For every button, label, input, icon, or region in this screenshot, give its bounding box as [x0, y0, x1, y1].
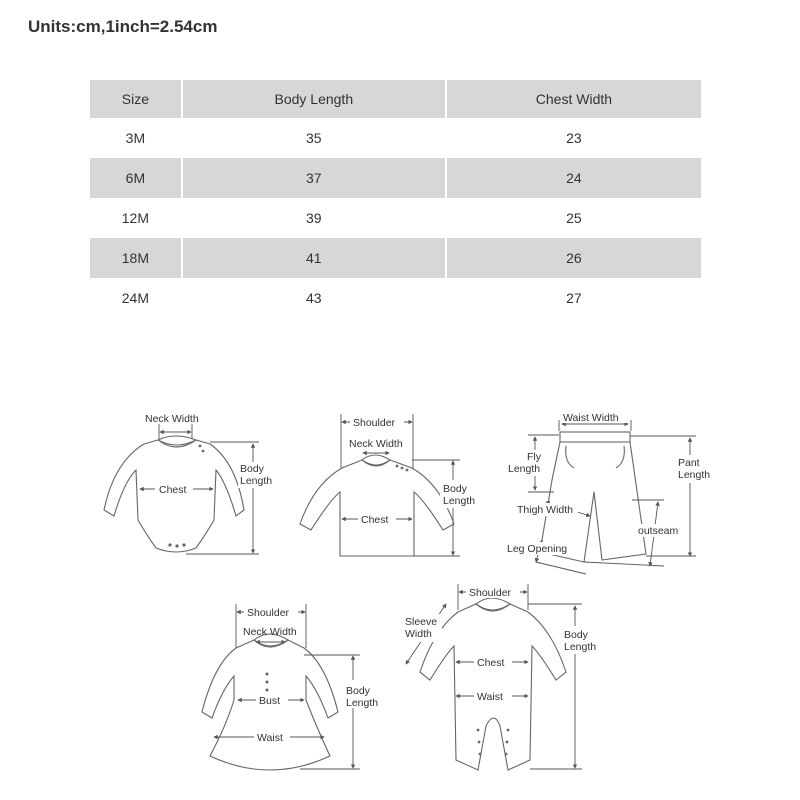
label-waist-width: Waist Width: [563, 412, 619, 424]
label-body: Body: [346, 685, 370, 697]
label-body: Body: [240, 463, 264, 475]
label-shoulder: Shoulder: [247, 607, 290, 619]
label-waist: Waist: [477, 691, 503, 703]
header-size: Size: [90, 80, 181, 118]
label-waist: Waist: [257, 732, 283, 744]
cell-chest-width: 26: [447, 238, 701, 278]
cell-body-length: 39: [306, 210, 322, 226]
label-pant: Pant: [678, 457, 700, 469]
label-pant-length: Length: [678, 469, 711, 481]
shirt-diagram: [300, 414, 480, 556]
label-fly-length: Length: [508, 463, 541, 475]
cell-chest-width: 23: [566, 130, 582, 146]
label-length: Length: [240, 475, 273, 487]
label-neck-width: Neck Width: [243, 626, 297, 638]
cell-body-length: 37: [183, 158, 445, 198]
bodysuit-diagram: [104, 413, 274, 554]
label-body: Body: [443, 483, 467, 495]
label-sleeve-width: Width: [405, 628, 432, 640]
label-leg-opening: Leg Opening: [507, 543, 568, 555]
label-shoulder: Shoulder: [353, 417, 396, 429]
cell-body-length: 35: [306, 130, 322, 146]
cell-chest-width: 27: [566, 290, 582, 306]
label-length: Length: [564, 641, 597, 653]
cell-body-length: 43: [306, 290, 322, 306]
units-note: Units:cm,1inch=2.54cm: [28, 17, 218, 36]
cell-body-length: 41: [183, 238, 445, 278]
cell-size: 18M: [90, 238, 181, 278]
label-shoulder: Shoulder: [469, 587, 512, 599]
romper-diagram: [402, 584, 602, 770]
label-bust: Bust: [259, 695, 281, 707]
label-chest: Chest: [159, 484, 187, 496]
label-sleeve: Sleeve: [405, 616, 438, 628]
label-neck-width: Neck Width: [145, 413, 199, 425]
cell-size: 6M: [90, 158, 181, 198]
label-body: Body: [564, 629, 588, 641]
cell-size: 12M: [121, 210, 149, 226]
dress-diagram: [202, 604, 382, 770]
label-chest: Chest: [477, 657, 505, 669]
header-chest-width: Chest Width: [447, 80, 701, 118]
label-fly: Fly: [527, 451, 541, 463]
cell-size: 3M: [125, 130, 146, 146]
label-chest: Chest: [361, 514, 389, 526]
label-length: Length: [346, 697, 379, 709]
label-thigh-width: Thigh Width: [517, 504, 574, 516]
cell-chest-width: 24: [447, 158, 701, 198]
pants-diagram: [506, 411, 716, 574]
cell-size: 24M: [121, 290, 149, 306]
cell-chest-width: 25: [566, 210, 582, 226]
header-body-length: Body Length: [183, 80, 445, 118]
label-outseam: outseam: [638, 525, 679, 537]
label-length: Length: [443, 495, 476, 507]
label-neck-width: Neck Width: [349, 438, 403, 450]
